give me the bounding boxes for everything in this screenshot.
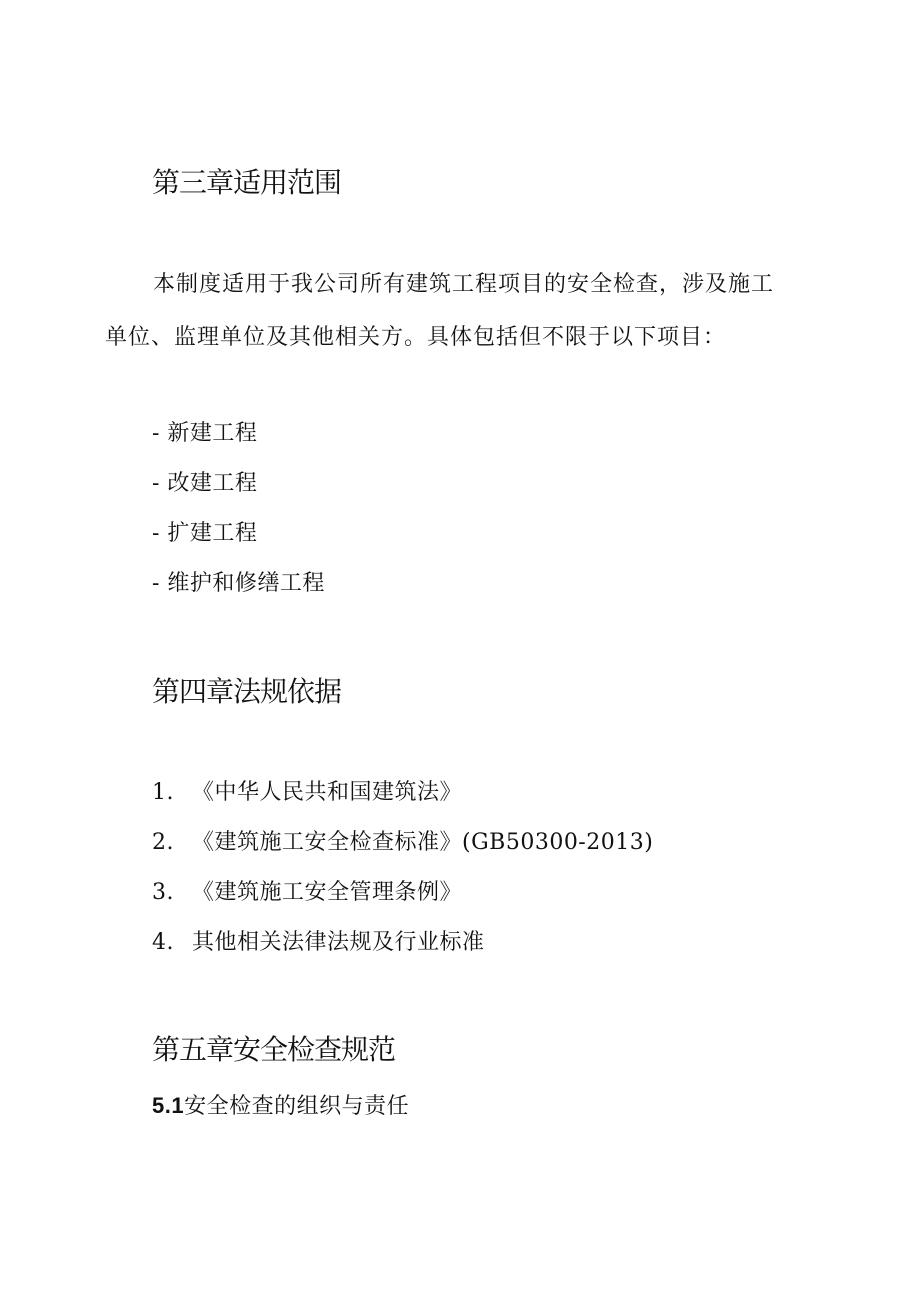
regulation-text: 《建筑施工安全检查标准》(GB50300-2013) (192, 830, 654, 855)
scope-item-expansion: - 扩建工程 (152, 521, 258, 546)
scope-item-new: - 新建工程 (152, 421, 258, 446)
section-title: 安全检查的组织与责任 (184, 1094, 410, 1119)
chapter-4-title: 第四章法规依据 (152, 675, 342, 708)
regulation-number: 3. (152, 880, 174, 905)
chapter-5-title: 第五章安全检查规范 (152, 1033, 396, 1066)
regulation-item-2 (152, 830, 653, 856)
regulation-text: 《中华人民共和国建筑法》 (192, 780, 463, 805)
section-number: 5.1 (152, 1093, 185, 1118)
chapter-3-title: 第三章适用范围 (152, 166, 342, 199)
regulation-item-3 (152, 880, 462, 906)
regulation-number: 2. (152, 830, 174, 855)
regulation-text: 其他相关法律法规及行业标准 (192, 930, 485, 955)
regulation-number: 4. (152, 930, 174, 955)
chapter-3-paragraph: 本制度适用于我公司所有建筑工程项目的安全检查，涉及施工单位、监理单位及其他相关方。具体包括但不限于以下项目： (105, 272, 775, 350)
regulation-number: 1. (152, 780, 174, 805)
scope-item-maintenance: - 维护和修缮工程 (152, 571, 325, 596)
regulation-item-1 (152, 780, 462, 806)
scope-item-renovation: - 改建工程 (152, 471, 258, 496)
section-5-1-heading (152, 1093, 409, 1120)
regulation-item-4 (152, 930, 485, 956)
regulation-text: 《建筑施工安全管理条例》 (192, 880, 463, 905)
